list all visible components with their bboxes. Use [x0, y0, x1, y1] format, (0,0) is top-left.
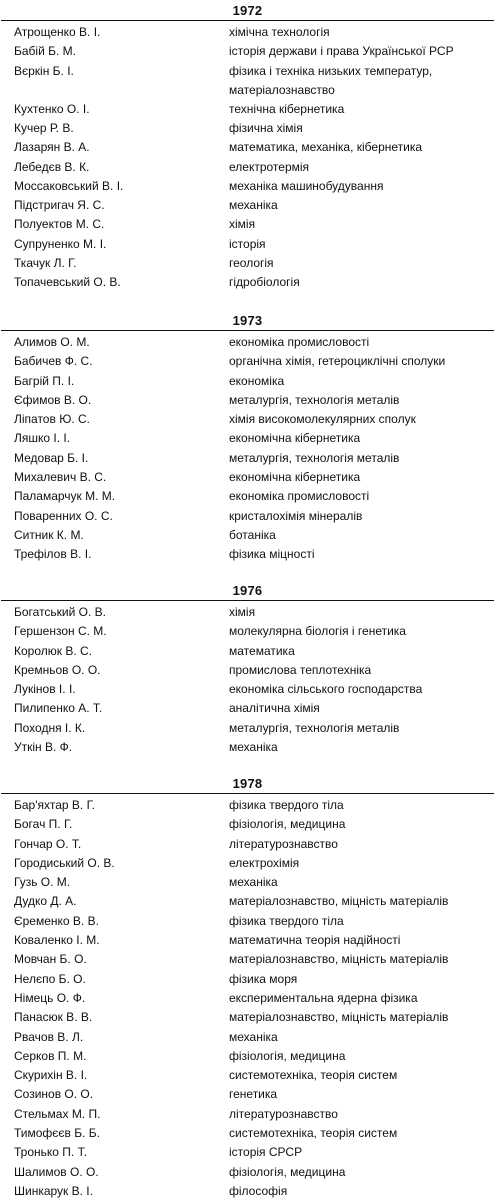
list-item: [0, 719, 495, 738]
year-section-1978: [0, 775, 495, 1201]
member-name: Шинкарук В. І.: [14, 1183, 93, 1198]
member-name: Топачевський О. В.: [14, 275, 121, 290]
member-field: історія держави і права Української РСР: [229, 44, 454, 59]
member-name: Трефілов В. І.: [14, 547, 92, 562]
member-name: Бабичев Ф. С.: [14, 354, 93, 369]
member-field: фізика і техніка низьких температур, матеріалознавство: [229, 64, 433, 97]
member-field: хімічна технологія: [229, 25, 330, 39]
list-item: [0, 273, 495, 292]
member-field: математика: [229, 643, 295, 658]
member-field: фізика міцності: [229, 547, 315, 562]
list-item: [0, 661, 495, 680]
list-item: [0, 333, 495, 352]
list-item: [0, 352, 495, 371]
member-name: Німець О. Ф.: [14, 990, 86, 1005]
list-item: [0, 950, 495, 969]
list-item: [0, 196, 495, 215]
member-field: фізика твердого тіла: [229, 798, 344, 812]
list-item: [0, 892, 495, 911]
member-field: матеріалознавство, міцність матеріалів: [229, 952, 449, 967]
list-item: [0, 854, 495, 873]
list-item: [0, 429, 495, 448]
list-item: [0, 1143, 495, 1162]
member-field: механіка: [229, 198, 278, 213]
member-name: Рвачов В. Л.: [14, 1029, 84, 1044]
member-name: Ліпатов Ю. С.: [14, 412, 90, 427]
member-field: філософія: [229, 1183, 288, 1198]
member-field: літературознавство: [229, 1106, 338, 1121]
member-name: Стельмах М. П.: [14, 1106, 101, 1121]
member-field: фізіологія, медицина: [229, 1048, 346, 1063]
list-item: [0, 622, 495, 641]
member-field: металургія, технологія металів: [229, 450, 400, 465]
divider-line: [1, 793, 494, 794]
member-list: [0, 333, 495, 565]
year-heading: 1978: [232, 776, 263, 791]
list-item: [0, 642, 495, 661]
member-field: хімія високомолекулярних сполук: [229, 412, 416, 427]
list-item: [0, 1124, 495, 1143]
divider-line: [1, 330, 494, 331]
list-item: [0, 1182, 495, 1201]
member-name: Бар'яхтар В. Г.: [14, 798, 95, 812]
member-name: Кучер Р. В.: [14, 120, 74, 135]
member-field: економіка промисловості: [229, 489, 370, 504]
member-field: економічна кібернетика: [229, 470, 361, 485]
member-name: Ляшко І. І.: [14, 431, 71, 446]
member-name: Гузь О. М.: [14, 875, 71, 890]
member-field: механіка: [229, 1029, 278, 1044]
list-item: [0, 545, 495, 564]
list-item: [0, 526, 495, 545]
member-name: Підстригач Я. С.: [14, 198, 105, 213]
member-name: Гершензон С. М.: [14, 624, 107, 639]
member-field: ботаніка: [229, 527, 276, 542]
member-name: Мовчан Б. О.: [14, 952, 87, 967]
member-field: економічна кібернетика: [229, 431, 361, 446]
list-item: [0, 1085, 495, 1104]
member-field: гідробіологія: [229, 275, 300, 290]
year-section-1976: [0, 582, 495, 757]
member-name: Богач П. Г.: [14, 817, 73, 832]
member-field: історія СРСР: [229, 1145, 303, 1160]
member-name: Ситник К. М.: [14, 527, 84, 542]
list-item: [0, 815, 495, 834]
year-section-1972: [0, 2, 495, 293]
member-name: Походня І. К.: [14, 720, 86, 735]
member-field: механіка: [229, 875, 278, 890]
list-item: [0, 235, 495, 254]
member-name: Багрій П. І.: [14, 373, 75, 388]
list-item: [0, 1028, 495, 1047]
list-item: [0, 158, 495, 177]
list-item: [0, 62, 495, 100]
list-item: [0, 835, 495, 854]
list-item: [0, 1105, 495, 1124]
list-item: [0, 796, 495, 815]
member-field: системотехніка, теорія систем: [229, 1068, 398, 1083]
list-item: [0, 372, 495, 391]
member-field: технічна кібернетика: [229, 101, 345, 116]
member-field: матеріалознавство, міцність матеріалів: [229, 894, 449, 909]
list-item: [0, 487, 495, 506]
member-list: [0, 603, 495, 757]
list-item: [0, 699, 495, 718]
member-name: Алимов О. М.: [14, 335, 90, 349]
member-field: фізична хімія: [229, 120, 303, 135]
year-heading: 1976: [232, 583, 263, 598]
list-item: [0, 138, 495, 157]
member-name: Михалевич В. С.: [14, 470, 107, 485]
year-heading: 1973: [232, 313, 263, 328]
member-field: органічна хімія, гетероциклічні сполуки: [229, 354, 446, 369]
list-item: [0, 989, 495, 1008]
list-item: [0, 1047, 495, 1066]
member-name: Медовар Б. І.: [14, 450, 89, 465]
list-item: [0, 42, 495, 61]
member-field: математика, механіка, кібернетика: [229, 140, 423, 155]
member-name: Богатський О. В.: [14, 605, 107, 619]
member-field: геологія: [229, 256, 274, 271]
list-item: [0, 391, 495, 410]
list-item: [0, 931, 495, 950]
member-name: Бабій Б. М.: [14, 44, 76, 59]
member-name: Лебедєв В. К.: [14, 159, 90, 174]
member-name: Атрощенко В. І.: [14, 25, 101, 39]
member-field: електротермія: [229, 159, 310, 174]
list-item: [0, 970, 495, 989]
member-name: Нелєпо Б. О.: [14, 971, 86, 986]
member-name: Королюк В. С.: [14, 643, 93, 658]
member-name: Лукінов І. І.: [14, 682, 76, 697]
member-field: електрохімія: [229, 855, 300, 870]
member-name: Тронько П. Т.: [14, 1145, 87, 1160]
list-item: [0, 738, 495, 757]
member-name: Гончар О. Т.: [14, 836, 82, 851]
member-name: Вєркін Б. І.: [14, 63, 74, 78]
member-field: економіка: [229, 373, 285, 388]
list-item: [0, 449, 495, 468]
list-item: [0, 1163, 495, 1182]
list-item: [0, 507, 495, 526]
member-name: Серков П. М.: [14, 1048, 87, 1063]
list-item: [0, 100, 495, 119]
member-name: Тимофєєв Б. Б.: [14, 1126, 101, 1141]
member-name: Созинов О. О.: [14, 1087, 94, 1102]
list-item: [0, 119, 495, 138]
member-name: Шалимов О. О.: [14, 1164, 99, 1179]
list-item: [0, 254, 495, 273]
list-item: [0, 410, 495, 429]
member-name: Ткачук Л. Г.: [14, 256, 77, 271]
divider-line: [1, 20, 494, 21]
year-heading: 1972: [232, 3, 263, 18]
member-field: механіка: [229, 740, 278, 755]
member-field: аналітична хімія: [229, 701, 320, 716]
member-field: фізіологія, медицина: [229, 817, 346, 832]
year-section-1973: [0, 312, 495, 565]
member-name: Поваренних О. С.: [14, 508, 113, 523]
list-item: [0, 680, 495, 699]
member-field: металургія, технологія металів: [229, 392, 400, 407]
member-field: генетика: [229, 1087, 278, 1102]
member-field: літературознавство: [229, 836, 338, 851]
list-item: [0, 912, 495, 931]
member-field: математична теорія надійності: [229, 933, 401, 948]
member-list: [0, 796, 495, 1201]
member-field: кристалохімія мінералів: [229, 508, 363, 523]
member-field: молекулярна біологія і генетика: [229, 624, 406, 639]
member-field: економіка промисловості: [229, 335, 370, 349]
member-field: металургія, технологія металів: [229, 720, 400, 735]
member-name: Єременко В. В.: [14, 913, 99, 928]
member-name: Кремньов О. О.: [14, 662, 101, 677]
list-item: [0, 23, 495, 42]
member-field: фізика твердого тіла: [229, 913, 344, 928]
member-field: матеріалознавство, міцність матеріалів: [229, 1010, 449, 1025]
list-item: [0, 1008, 495, 1027]
member-name: Городиський О. В.: [14, 855, 115, 870]
member-name: Панасюк В. В.: [14, 1010, 93, 1025]
member-field: експериментальна ядерна фізика: [229, 990, 418, 1005]
member-field: механіка машинобудування: [229, 178, 384, 193]
member-name: Паламарчук М. М.: [14, 489, 116, 504]
member-name: Єфимов В. О.: [14, 392, 92, 407]
member-field: хімія: [229, 605, 256, 619]
list-item: [0, 468, 495, 487]
member-field: економіка сільського господарства: [229, 682, 423, 697]
member-field: промислова теплотехніка: [229, 662, 372, 677]
member-field: фізика моря: [229, 971, 298, 986]
member-name: Кухтенко О. І.: [14, 101, 90, 116]
list-item: [0, 1066, 495, 1085]
member-field: хімія: [229, 217, 256, 232]
member-name: Моссаковський В. І.: [14, 178, 124, 193]
member-list: [0, 23, 495, 293]
member-name: Уткін В. Ф.: [14, 740, 73, 755]
divider-line: [1, 600, 494, 601]
member-name: Коваленко І. М.: [14, 933, 100, 948]
member-name: Пилипенко А. Т.: [14, 701, 103, 716]
member-field: системотехніка, теорія систем: [229, 1126, 398, 1141]
member-name: Супруненко М. І.: [14, 236, 107, 251]
member-name: Скурихін В. І.: [14, 1068, 88, 1083]
list-item: [0, 603, 495, 622]
list-item: [0, 215, 495, 234]
member-name: Дудко Д. А.: [14, 894, 77, 909]
member-name: Лазарян В. А.: [14, 140, 90, 155]
list-item: [0, 873, 495, 892]
member-name: Полуектов М. С.: [14, 217, 105, 232]
member-field: історія: [229, 236, 266, 251]
member-field: фізіологія, медицина: [229, 1164, 346, 1179]
list-item: [0, 177, 495, 196]
